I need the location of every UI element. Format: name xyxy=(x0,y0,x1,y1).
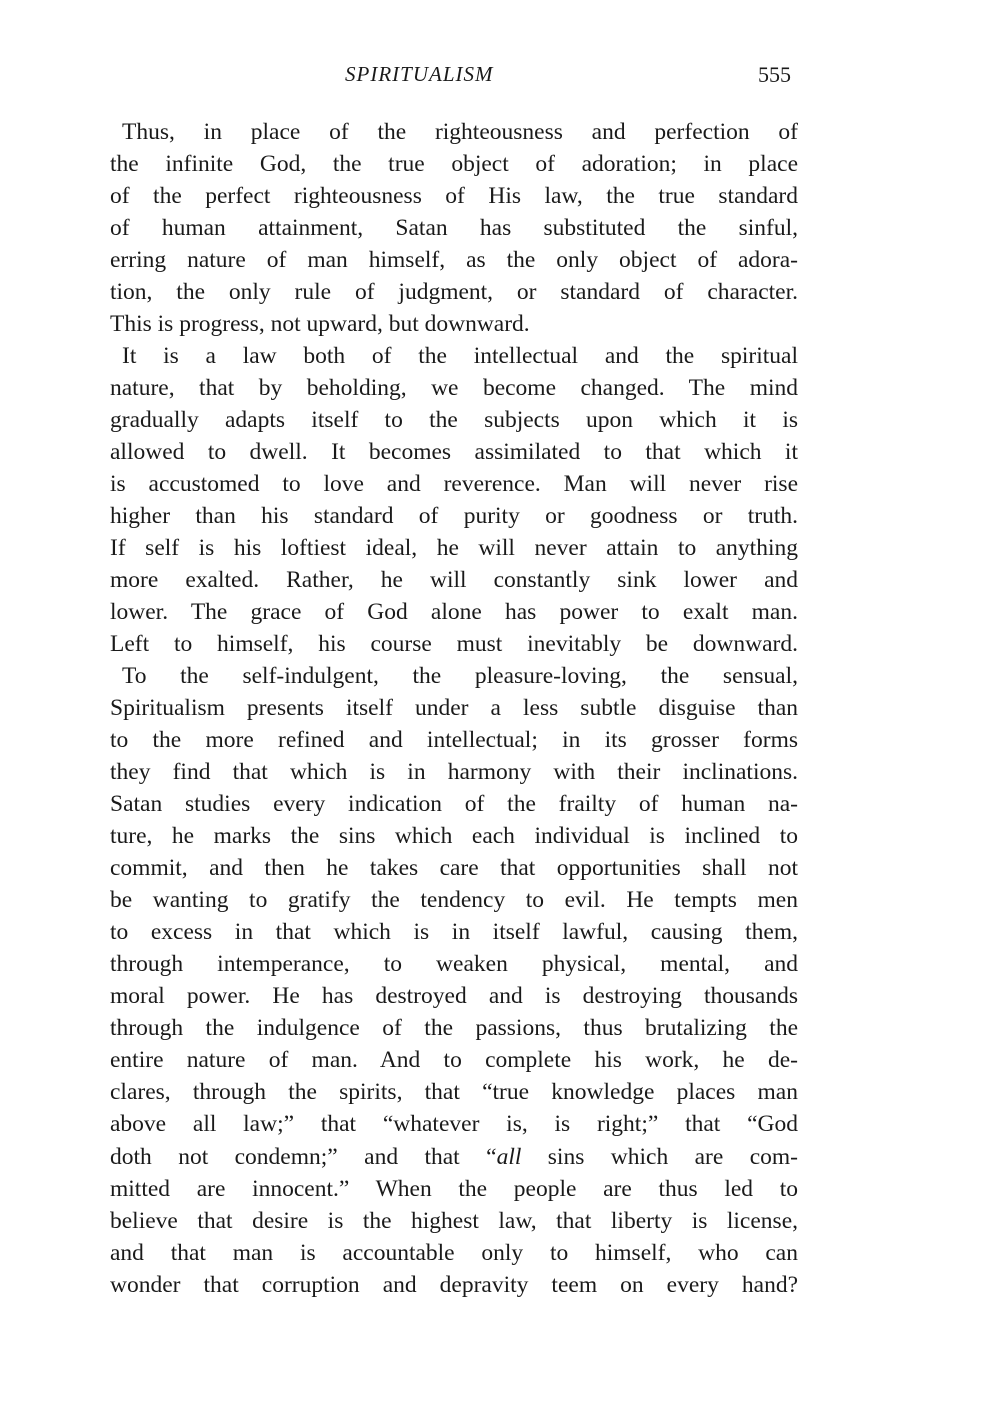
line-text: and that man is accountable only to himself, who can xyxy=(110,1239,798,1266)
line-text: the infinite God, the true object of adoration; in place xyxy=(110,151,798,178)
line-text: doth not condemn;” and that “ xyxy=(110,1143,497,1170)
text-line xyxy=(110,532,798,564)
text-line xyxy=(110,1237,798,1269)
line-text: ture, he marks the sins which each individual is inclined to xyxy=(110,823,798,850)
line-text: erring nature of man himself, as the only object of adora- xyxy=(110,247,798,274)
line-text: through intemperance, to weaken physical, mental, and xyxy=(110,951,798,978)
text-line xyxy=(110,1205,798,1237)
text-line xyxy=(110,148,798,180)
text-line xyxy=(110,500,798,532)
line-text: commit, and then he takes care that opportunities shall not xyxy=(110,855,798,882)
text-line xyxy=(110,212,798,244)
text-line xyxy=(110,1269,798,1301)
text-line xyxy=(110,372,798,404)
line-text: lower. The grace of God alone has power to exalt man. xyxy=(110,599,798,626)
line-text: mitted are innocent.” When the people are thus led to xyxy=(110,1175,798,1202)
text-line xyxy=(110,276,798,308)
page-header xyxy=(0,62,1000,94)
line-text: they find that which is in harmony with their inclinations. xyxy=(110,759,798,786)
line-text: of the perfect righteousness of His law, the true standard xyxy=(110,183,798,210)
line-text: higher than his standard of purity or goodness or truth. xyxy=(110,503,798,530)
line-text: nature, that by beholding, we become changed. The mind xyxy=(110,375,798,402)
line-text: entire nature of man. And to complete his work, he de- xyxy=(110,1047,798,1074)
text-line xyxy=(110,436,798,468)
line-text: Satan studies every indication of the frailty of human na- xyxy=(110,791,798,818)
line-text: Spiritualism presents itself under a less subtle disguise than xyxy=(110,695,798,722)
text-line xyxy=(110,564,798,596)
text-line xyxy=(110,340,798,372)
text-line xyxy=(110,116,798,148)
line-text: to the more refined and intellectual; in its grosser forms xyxy=(110,727,798,754)
text-line xyxy=(110,468,798,500)
italic-word: all xyxy=(496,1143,522,1170)
text-line xyxy=(110,1108,798,1140)
line-text-after: sins which are com- xyxy=(521,1143,798,1170)
text-line xyxy=(110,1141,798,1173)
line-text: is accustomed to love and reverence. Man will never rise xyxy=(110,471,798,498)
text-line xyxy=(110,916,798,948)
text-line xyxy=(110,244,798,276)
text-line xyxy=(110,1076,798,1108)
line-text: gradually adapts itself to the subjects upon which it is xyxy=(110,407,798,434)
text-line xyxy=(110,948,798,980)
text-line xyxy=(110,980,798,1012)
text-line xyxy=(110,308,798,340)
text-line xyxy=(110,1173,798,1205)
line-text: allowed to dwell. It becomes assimilated to that which it xyxy=(110,439,798,466)
text-line xyxy=(110,692,798,724)
text-line xyxy=(110,660,798,692)
line-text: If self is his loftiest ideal, he will never attain to anything xyxy=(110,535,798,562)
text-line xyxy=(110,404,798,436)
text-line xyxy=(110,180,798,212)
text-line xyxy=(110,852,798,884)
text-line xyxy=(110,820,798,852)
text-line xyxy=(110,788,798,820)
line-text: through the indulgence of the passions, thus brutalizing the xyxy=(110,1015,798,1042)
line-text: of human attainment, Satan has substituted the sinful, xyxy=(110,215,798,242)
line-text: To the self-indulgent, the pleasure-loving, the sensual, xyxy=(122,663,798,690)
line-text: be wanting to gratify the tendency to evil. He tempts men xyxy=(110,887,798,914)
text-line xyxy=(110,628,798,660)
line-text: above all law;” that “whatever is, is right;” that “God xyxy=(110,1111,798,1138)
text-line xyxy=(110,756,798,788)
line-text: Left to himself, his course must inevitably be downward. xyxy=(110,631,798,658)
line-text: moral power. He has destroyed and is destroying thousands xyxy=(110,983,798,1010)
line-text: wonder that corruption and depravity teem on every hand? xyxy=(110,1271,798,1298)
running-title: SPIRITUALISM xyxy=(345,62,494,86)
text-line xyxy=(110,724,798,756)
line-text: believe that desire is the highest law, that liberty is license, xyxy=(110,1207,798,1234)
line-text: more exalted. Rather, he will constantly sink lower and xyxy=(110,567,798,594)
text-line xyxy=(110,1044,798,1076)
line-text: It is a law both of the intellectual and the spiritual xyxy=(122,343,798,370)
line-text: to excess in that which is in itself lawful, causing them, xyxy=(110,919,798,946)
line-text: clares, through the spirits, that “true knowledge places man xyxy=(110,1079,798,1106)
body-text xyxy=(110,116,798,1301)
line-text: tion, the only rule of judgment, or standard of character. xyxy=(110,279,798,306)
line-text: This is progress, not upward, but downward. xyxy=(110,311,530,338)
text-line xyxy=(110,596,798,628)
text-line xyxy=(110,1012,798,1044)
text-line xyxy=(110,884,798,916)
line-text: Thus, in place of the righteousness and perfection of xyxy=(122,119,798,145)
page-number: 555 xyxy=(758,62,791,87)
